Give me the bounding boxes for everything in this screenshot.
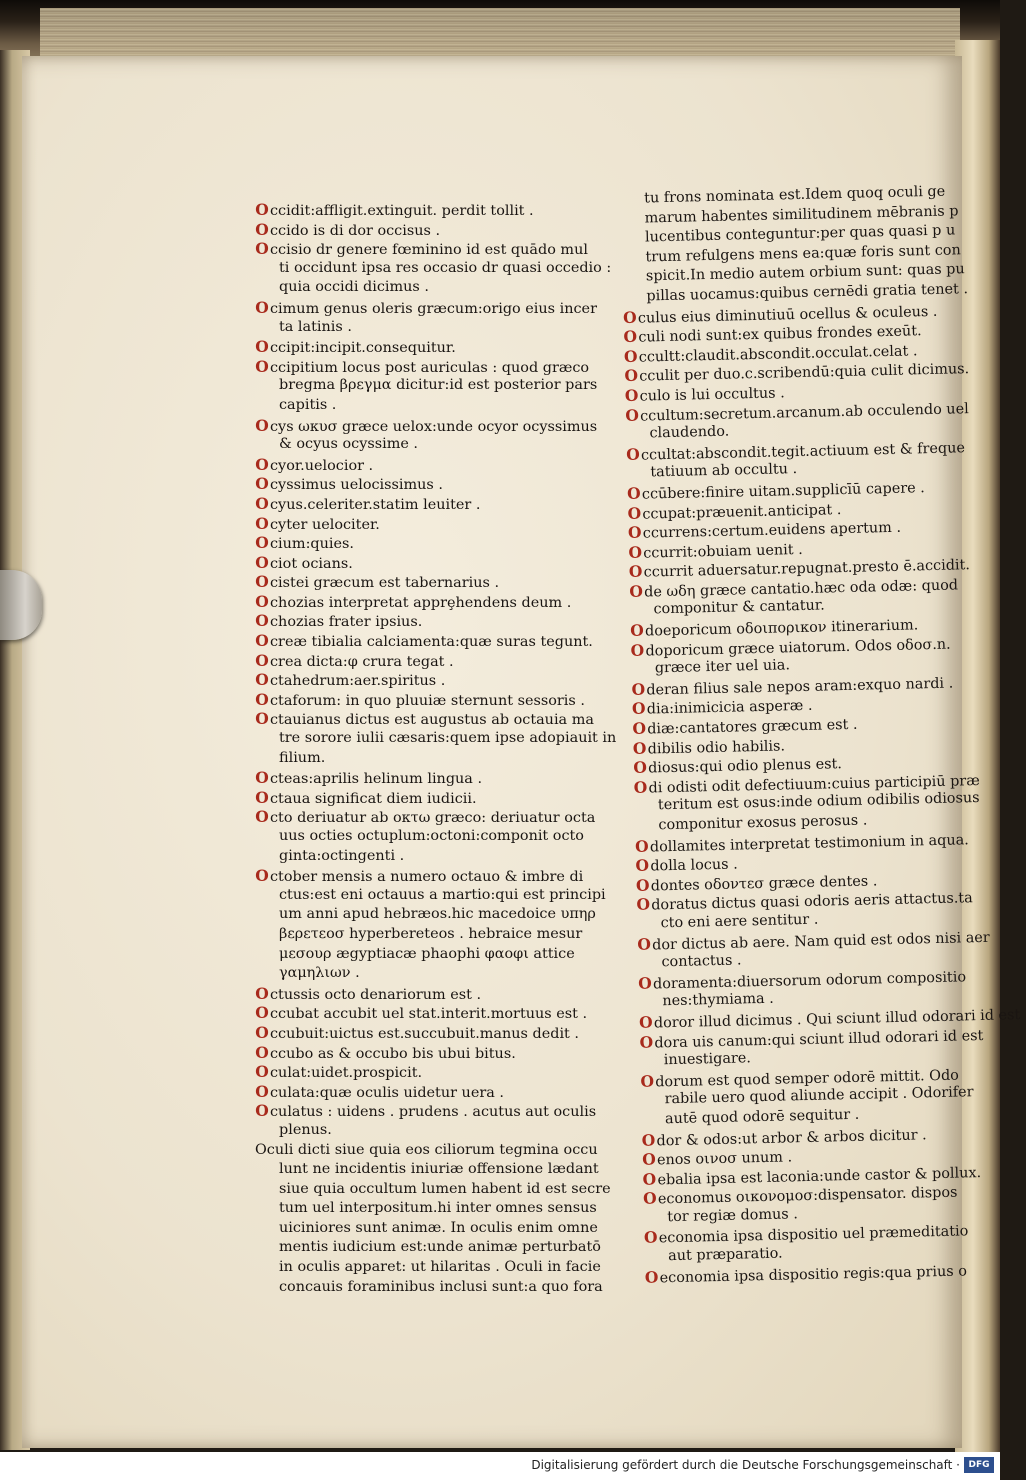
line-text: ta latinis . [279, 318, 352, 335]
manuscript-page [22, 56, 1021, 1448]
text-line [255, 1043, 607, 1063]
text-line [255, 318, 607, 338]
text-line [255, 964, 607, 984]
line-text: dolla locus . [650, 856, 738, 875]
text-line [255, 1180, 611, 1200]
line-text: nes:thymiama . [662, 991, 774, 1010]
line-text: di odisti odit defectiuum:cuius participiū præ [648, 772, 980, 797]
rubric-initial: O [255, 219, 269, 239]
rubric-initial: O [255, 297, 269, 317]
line-text: diæ:cantatores græcum est . [647, 716, 858, 738]
line-text: ccipit:incipit.consequitur. [270, 340, 456, 357]
text-line [255, 435, 607, 455]
line-text: rabile uero quod aliunde accipit . Odorifer [664, 1084, 974, 1108]
line-text: ccupat:præuenit.anticipat . [642, 501, 842, 523]
text-line [255, 1258, 607, 1278]
left-text-column [255, 200, 617, 1297]
line-text: cculit per duo.c.scribendū:quia culit dicimus. [639, 361, 970, 385]
line-text: crea dicta:φ crura tegat . [270, 653, 454, 670]
rubric-initial: O [623, 346, 638, 366]
text-line [255, 553, 607, 573]
line-text: um anni apud hebræos.hic macedoice υπηρ [279, 906, 596, 923]
line-text: enos οινοσ unum . [656, 1149, 793, 1169]
rubric-initial: O [255, 415, 269, 435]
line-text: culatus : uidens . prudens . acutus aut oculis [270, 1104, 597, 1121]
line-text: doporicum græce uiatorum. Odos οδοσ.n. [645, 636, 951, 660]
text-line [255, 709, 607, 729]
rubric-initial: O [255, 787, 269, 807]
line-text: γαμηλιων . [279, 965, 360, 982]
text-line [255, 533, 607, 553]
text-line [255, 925, 607, 945]
text-line [255, 376, 607, 396]
line-text: βερετεοσ hyperbereteos . hebraice mesur [279, 925, 583, 942]
text-line [255, 337, 607, 357]
line-text: ti occidunt ipsa res occasio dr quasi occedio : [279, 259, 612, 276]
line-text: cteas:aprilis helinum lingua . [270, 771, 483, 788]
text-line [255, 416, 607, 436]
rubric-initial: O [255, 513, 269, 533]
rubric-initial: O [255, 552, 269, 572]
rubric-initial: O [255, 670, 269, 690]
rubric-initial: O [636, 894, 651, 915]
line-text: claudendo. [649, 423, 730, 442]
line-text: ginta:octingenti . [279, 847, 405, 864]
rubric-initial: O [255, 337, 269, 357]
rubric-initial: O [622, 307, 637, 327]
page-edges-top [40, 8, 960, 62]
line-text: ccurrens:certum.euidens apertum . [642, 519, 902, 542]
rubric-initial: O [255, 709, 269, 729]
line-text: Oculi dicti siue quia eos ciliorum tegmina occu [255, 1141, 598, 1158]
line-text: ebalia ipsa est laconia:unde castor & pollux. [657, 1164, 982, 1189]
line-text: ctaua significat diem iudicii. [270, 790, 477, 807]
line-text: ccultat:abscondit.tegit.actiuum est & freque [640, 439, 966, 464]
line-text: ctober mensis a numero octauo & imbre di [270, 869, 584, 886]
line-text: lunt ne incidentis iniuriæ offensione lædant [279, 1161, 599, 1178]
line-text: dora uis canum:qui sciunt illud odorari id est [654, 1027, 984, 1051]
rubric-initial: O [255, 572, 269, 592]
line-text: lucentibus conteguntur:per quas quasi p u [644, 222, 956, 246]
text-line [255, 807, 607, 827]
line-text: culo is lui occultus . [639, 385, 785, 405]
text-line [255, 514, 607, 534]
line-text: uus octies octuplum:octoni:componit octo [279, 828, 584, 844]
rubric-initial: O [255, 474, 269, 494]
rubric-initial: O [255, 356, 269, 376]
rubric-initial: O [255, 689, 269, 709]
rubric-initial: O [255, 768, 269, 788]
text-line [255, 1141, 607, 1161]
rubric-initial: O [630, 620, 644, 640]
line-text: ccido is di dor occisus . [270, 222, 441, 239]
rubric-initial: O [624, 365, 639, 386]
rubric-initial: O [623, 326, 638, 347]
line-text: cium:quies. [270, 536, 354, 553]
rubric-initial: O [634, 836, 649, 856]
line-text: tor regiæ domus . [667, 1206, 799, 1226]
line-text: ccultum:secretum.arcanum.ab occulendo uel [639, 400, 969, 425]
line-text: culi nodi sunt:ex quibus frondes exeūt. [638, 323, 922, 346]
rubric-initial: O [255, 1042, 269, 1062]
rubric-initial: O [624, 385, 639, 405]
rubric-initial: O [638, 1012, 653, 1032]
line-text: culata:quæ oculis uidetur uera . [270, 1084, 504, 1101]
text-line [255, 847, 607, 867]
line-text: & ocyus ocyssime . [279, 436, 419, 453]
line-text: μεσουρ ægyptiacæ phaophi φαοφι attice [279, 945, 575, 962]
text-line [255, 455, 607, 475]
rubric-initial: O [255, 650, 269, 670]
rubric-initial: O [628, 561, 643, 582]
text-line [255, 298, 607, 318]
rubric-initial: O [255, 1062, 269, 1082]
line-text: ccubo as & occubo bis ubui bitus. [270, 1045, 516, 1062]
line-text: doeporicum οδοιπορικον itinerarium. [644, 617, 919, 640]
rubric-initial: O [626, 444, 640, 464]
text-line [255, 788, 607, 808]
line-text: doramenta:diuersorum odorum compositio [652, 969, 967, 993]
text-line [255, 670, 607, 690]
line-text: mentis iudicium est:unde animæ perturbatō [279, 1239, 601, 1256]
line-text: contactus . [661, 952, 742, 971]
line-text: ccipitium locus post auriculas : quod græco [270, 359, 590, 376]
text-line [255, 1023, 607, 1043]
rubric-initial: O [629, 581, 644, 601]
line-text: dibilis odio habilis. [647, 738, 786, 758]
rubric-initial: O [638, 973, 652, 993]
text-line [255, 220, 607, 240]
line-text: tre sorore iulii cæsaris:quem ipse adopiauit in [279, 730, 617, 747]
rubric-initial: O [642, 1188, 657, 1209]
line-text: ccisio dr genere fœminino id est quādo mul [270, 242, 588, 259]
text-line [255, 1238, 607, 1258]
rubric-initial: O [255, 200, 269, 219]
line-text: chozias interpretat apprȩhendens deum . [270, 594, 572, 611]
line-text: aut præparatio. [668, 1245, 783, 1265]
line-text: ciot ocians. [270, 555, 353, 572]
line-text: bregma βρεγμα dicitur:id est posterior pars [279, 377, 598, 394]
line-text: spicit.In medio autem orbium sunt: quas pu [645, 261, 965, 285]
line-text: ctauianus dictus est augustus ab octauia ma [270, 712, 594, 729]
text-line [255, 827, 607, 847]
rubric-initial: O [643, 1227, 658, 1248]
line-text: siue quia occultum lumen habent id est secre [279, 1180, 611, 1197]
line-text: deran filius sale nepos aram:exquo nardi . [646, 675, 954, 699]
line-text: tu frons nominata est.Idem quoq oculi ge [644, 183, 946, 207]
text-line [255, 494, 607, 514]
line-text: ctus:est eni octauus a martio:qui est principi [279, 886, 606, 903]
line-text: cistei græcum est tabernarius . [270, 575, 500, 592]
text-line [255, 1278, 607, 1298]
line-text: dollamites interpretat testimonium in aqua. [649, 831, 969, 856]
text-line [255, 905, 607, 925]
line-text: tatiuum ab occultu . [650, 461, 798, 481]
funding-notice: Digitalisierung gefördert durch die Deutsche Forschungsgemeinschaft · [531, 1458, 960, 1472]
rubric-initial: O [255, 239, 269, 259]
rubric-initial: O [632, 718, 647, 738]
rubric-initial: O [627, 522, 642, 542]
rubric-initial: O [635, 875, 650, 895]
text-line [255, 1101, 607, 1121]
line-text: tum uel interpositum.hi inter omnes sensus [279, 1200, 597, 1217]
line-text: cyssimus uelocissimus . [270, 477, 443, 494]
text-line [255, 474, 607, 494]
rubric-initial: O [255, 1022, 269, 1042]
line-text: componitur & cantatur. [653, 597, 825, 618]
rubric-initial: O [640, 1071, 655, 1091]
line-text: dorum est quod semper odorē mittit. Odo [655, 1067, 960, 1091]
line-text: economus οικονομοσ:dispensator. dispos [657, 1184, 958, 1208]
line-text: cys ωκυσ græce uelox:unde ocyor ocyssimus [270, 418, 598, 435]
line-text: concauis foraminibus inclusi sunt:a quo fora [279, 1278, 603, 1295]
text-line [255, 690, 607, 710]
text-line [255, 651, 607, 671]
line-text: cyor.uelocior . [270, 457, 374, 474]
text-line [255, 278, 607, 298]
rubric-initial: O [255, 631, 269, 651]
line-text: græce iter uel uia. [654, 657, 791, 677]
line-text: ccūbere:finire uitam.supplicīū capere . [641, 480, 925, 503]
line-text: dia:inimicicia asperæ . [646, 698, 813, 718]
line-text: chozias frater ipsius. [270, 614, 423, 631]
text-line [255, 592, 607, 612]
line-text: economia ipsa dispositio uel præmeditatio [658, 1223, 969, 1247]
rubric-initial: O [255, 493, 269, 513]
line-text: cto deriuatur ab οκτω græco: deriuatur octa [270, 810, 596, 827]
right-text-column [620, 183, 1021, 1287]
line-text: trum refulgens mens ea:quæ foris sunt con [645, 242, 961, 266]
text-line [255, 768, 607, 788]
text-line [255, 984, 607, 1004]
rubric-initial: O [255, 1003, 269, 1023]
text-line [255, 357, 607, 377]
line-text: pillas uocamus:quibus cernēdi gratia tenet . [646, 281, 969, 305]
rubric-initial: O [255, 1081, 269, 1101]
text-line [255, 945, 607, 965]
dfg-logo: DFG [964, 1457, 994, 1473]
rubric-initial: O [637, 934, 652, 954]
text-line [255, 259, 612, 279]
text-line [255, 1003, 607, 1023]
rubric-initial: O [632, 738, 647, 758]
text-line [255, 866, 607, 886]
line-text: cimum genus oleris græcum:origo eius incer [270, 300, 597, 317]
line-text: dor dictus ab aere. Nam quid est odos nisi aer [651, 929, 990, 954]
text-line [255, 1160, 607, 1180]
text-line [255, 1219, 607, 1239]
line-text: dontes οδοντεσ græce dentes . [650, 873, 878, 895]
line-text: quia occidi dicimus . [279, 279, 429, 296]
rubric-initial: O [255, 1101, 269, 1121]
line-text: cyus.celeriter.statim leuiter . [270, 496, 481, 513]
line-text: autē quod odorē sequitur . [664, 1106, 860, 1128]
line-text: ccubat accubit uel stat.interit.mortuus est . [270, 1006, 588, 1023]
text-line [255, 886, 607, 906]
rubric-initial: O [255, 866, 269, 886]
line-text: ccubuit:uictus est.succubuit.manus dedit . [270, 1025, 579, 1042]
footer-bar [0, 1452, 1000, 1480]
rubric-initial: O [628, 542, 643, 562]
line-text: economia ipsa dispositio regis:qua prius o [659, 1263, 968, 1287]
rubric-initial: O [627, 503, 642, 523]
rubric-initial: O [642, 1169, 657, 1189]
line-text: culat:uidet.prospicit. [270, 1065, 423, 1082]
line-text: ccurrit aduersatur.repugnat.presto ē.accidit. [643, 557, 971, 581]
text-line [255, 1199, 607, 1219]
line-text: ctaforum: in quo pluuiæ sternunt sessoris . [270, 692, 585, 709]
line-text: cto eni aere sentitur . [660, 911, 819, 932]
text-line [255, 611, 607, 631]
rubric-initial: O [255, 807, 269, 827]
text-line [255, 200, 607, 220]
text-line [255, 1121, 607, 1141]
line-text: ctahedrum:aer.spiritus . [270, 673, 446, 690]
rubric-initial: O [631, 698, 646, 719]
text-line [255, 631, 607, 651]
line-text: ccurrit:obuiam uenit . [643, 541, 803, 562]
rubric-initial: O [633, 777, 648, 797]
line-text: ccidit:affligit.extinguit. perdit tollit . [270, 203, 534, 219]
text-line [255, 572, 607, 592]
rubric-initial: O [255, 454, 269, 474]
text-line [255, 239, 607, 259]
line-text: plenus. [279, 1121, 332, 1138]
line-text: teritum est osus:inde odium odibilis odiosus [657, 790, 980, 814]
line-text: creæ tibialia calciamenta:quæ suras tegunt. [270, 634, 593, 651]
rubric-initial: O [633, 757, 648, 778]
text-line [255, 729, 617, 749]
rubric-initial: O [631, 679, 646, 699]
line-text: doror illud dicimus . Qui sciunt illud odorari id est [653, 1007, 1021, 1032]
text-line [255, 1082, 607, 1102]
line-text: filium. [279, 749, 326, 766]
line-text: marum habentes similitudinem mēbranis p [644, 202, 959, 227]
rubric-initial: O [625, 405, 640, 425]
line-text: culus eius diminutiuū ocellus & oculeus . [637, 303, 938, 327]
rubric-initial: O [255, 611, 269, 631]
rubric-initial: O [642, 1149, 656, 1169]
rubric-initial: O [626, 483, 641, 503]
line-text: de ωδη græce cantatio.hæc oda odæ: quod [643, 577, 959, 601]
line-text: cyter uelociter. [270, 516, 380, 533]
line-text: in oculis apparet: ut hilaritas . Oculi in facie [279, 1259, 601, 1276]
rubric-initial: O [644, 1267, 659, 1287]
text-line [255, 1062, 607, 1082]
rubric-initial: O [641, 1129, 656, 1150]
text-line [255, 749, 607, 769]
line-text: uiciniores sunt animæ. In oculis enim omne [279, 1219, 598, 1236]
line-text: doratus dictus quasi odoris aeris attactus.ta [651, 890, 973, 914]
line-text: dor & odos:ut arbor & arbos dicitur . [656, 1126, 927, 1149]
line-text: componitur exosus perosus . [658, 812, 868, 834]
text-line [255, 396, 607, 416]
line-text: inuestigare. [663, 1050, 752, 1069]
rubric-initial: O [255, 983, 269, 1003]
line-text: ctussis octo denariorum est . [270, 986, 482, 1003]
line-text: diosus:qui odio plenus est. [647, 756, 843, 777]
line-text: ccultt:claudit.abscondit.occulat.celat . [638, 343, 918, 366]
line-text: capitis . [279, 396, 337, 413]
rubric-initial: O [630, 640, 645, 660]
rubric-initial: O [635, 855, 650, 876]
rubric-initial: O [255, 533, 269, 553]
rubric-initial: O [255, 591, 269, 611]
rubric-initial: O [639, 1032, 654, 1052]
